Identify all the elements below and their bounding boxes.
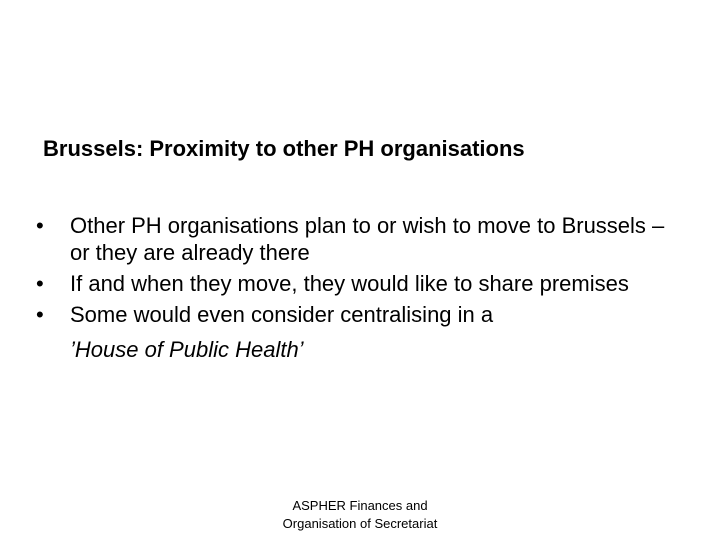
bullet-text: Some would even consider centralising in a (70, 302, 494, 327)
bullet-marker: • (36, 213, 44, 238)
bullet-marker: • (36, 271, 44, 296)
bullet-item (36, 301, 676, 363)
bullet-marker: • (36, 302, 44, 327)
bullet-list (36, 212, 676, 367)
bullet-text: If and when they move, they would like to share premises (70, 271, 629, 296)
bullet-emphasis: ’House of Public Health’ (70, 337, 304, 362)
footer-line-2: Organisation of Secretariat (282, 516, 438, 531)
bullet-item (36, 270, 676, 297)
slide-footer (230, 497, 490, 533)
bullet-item (36, 212, 676, 266)
slide-title: Brussels: Proximity to other PH organisations (43, 136, 525, 161)
footer-line-1: ASPHER Finances and (292, 498, 428, 513)
bullet-text: Other PH organisations plan to or wish to move to Brussels – or they are already there (70, 213, 665, 265)
